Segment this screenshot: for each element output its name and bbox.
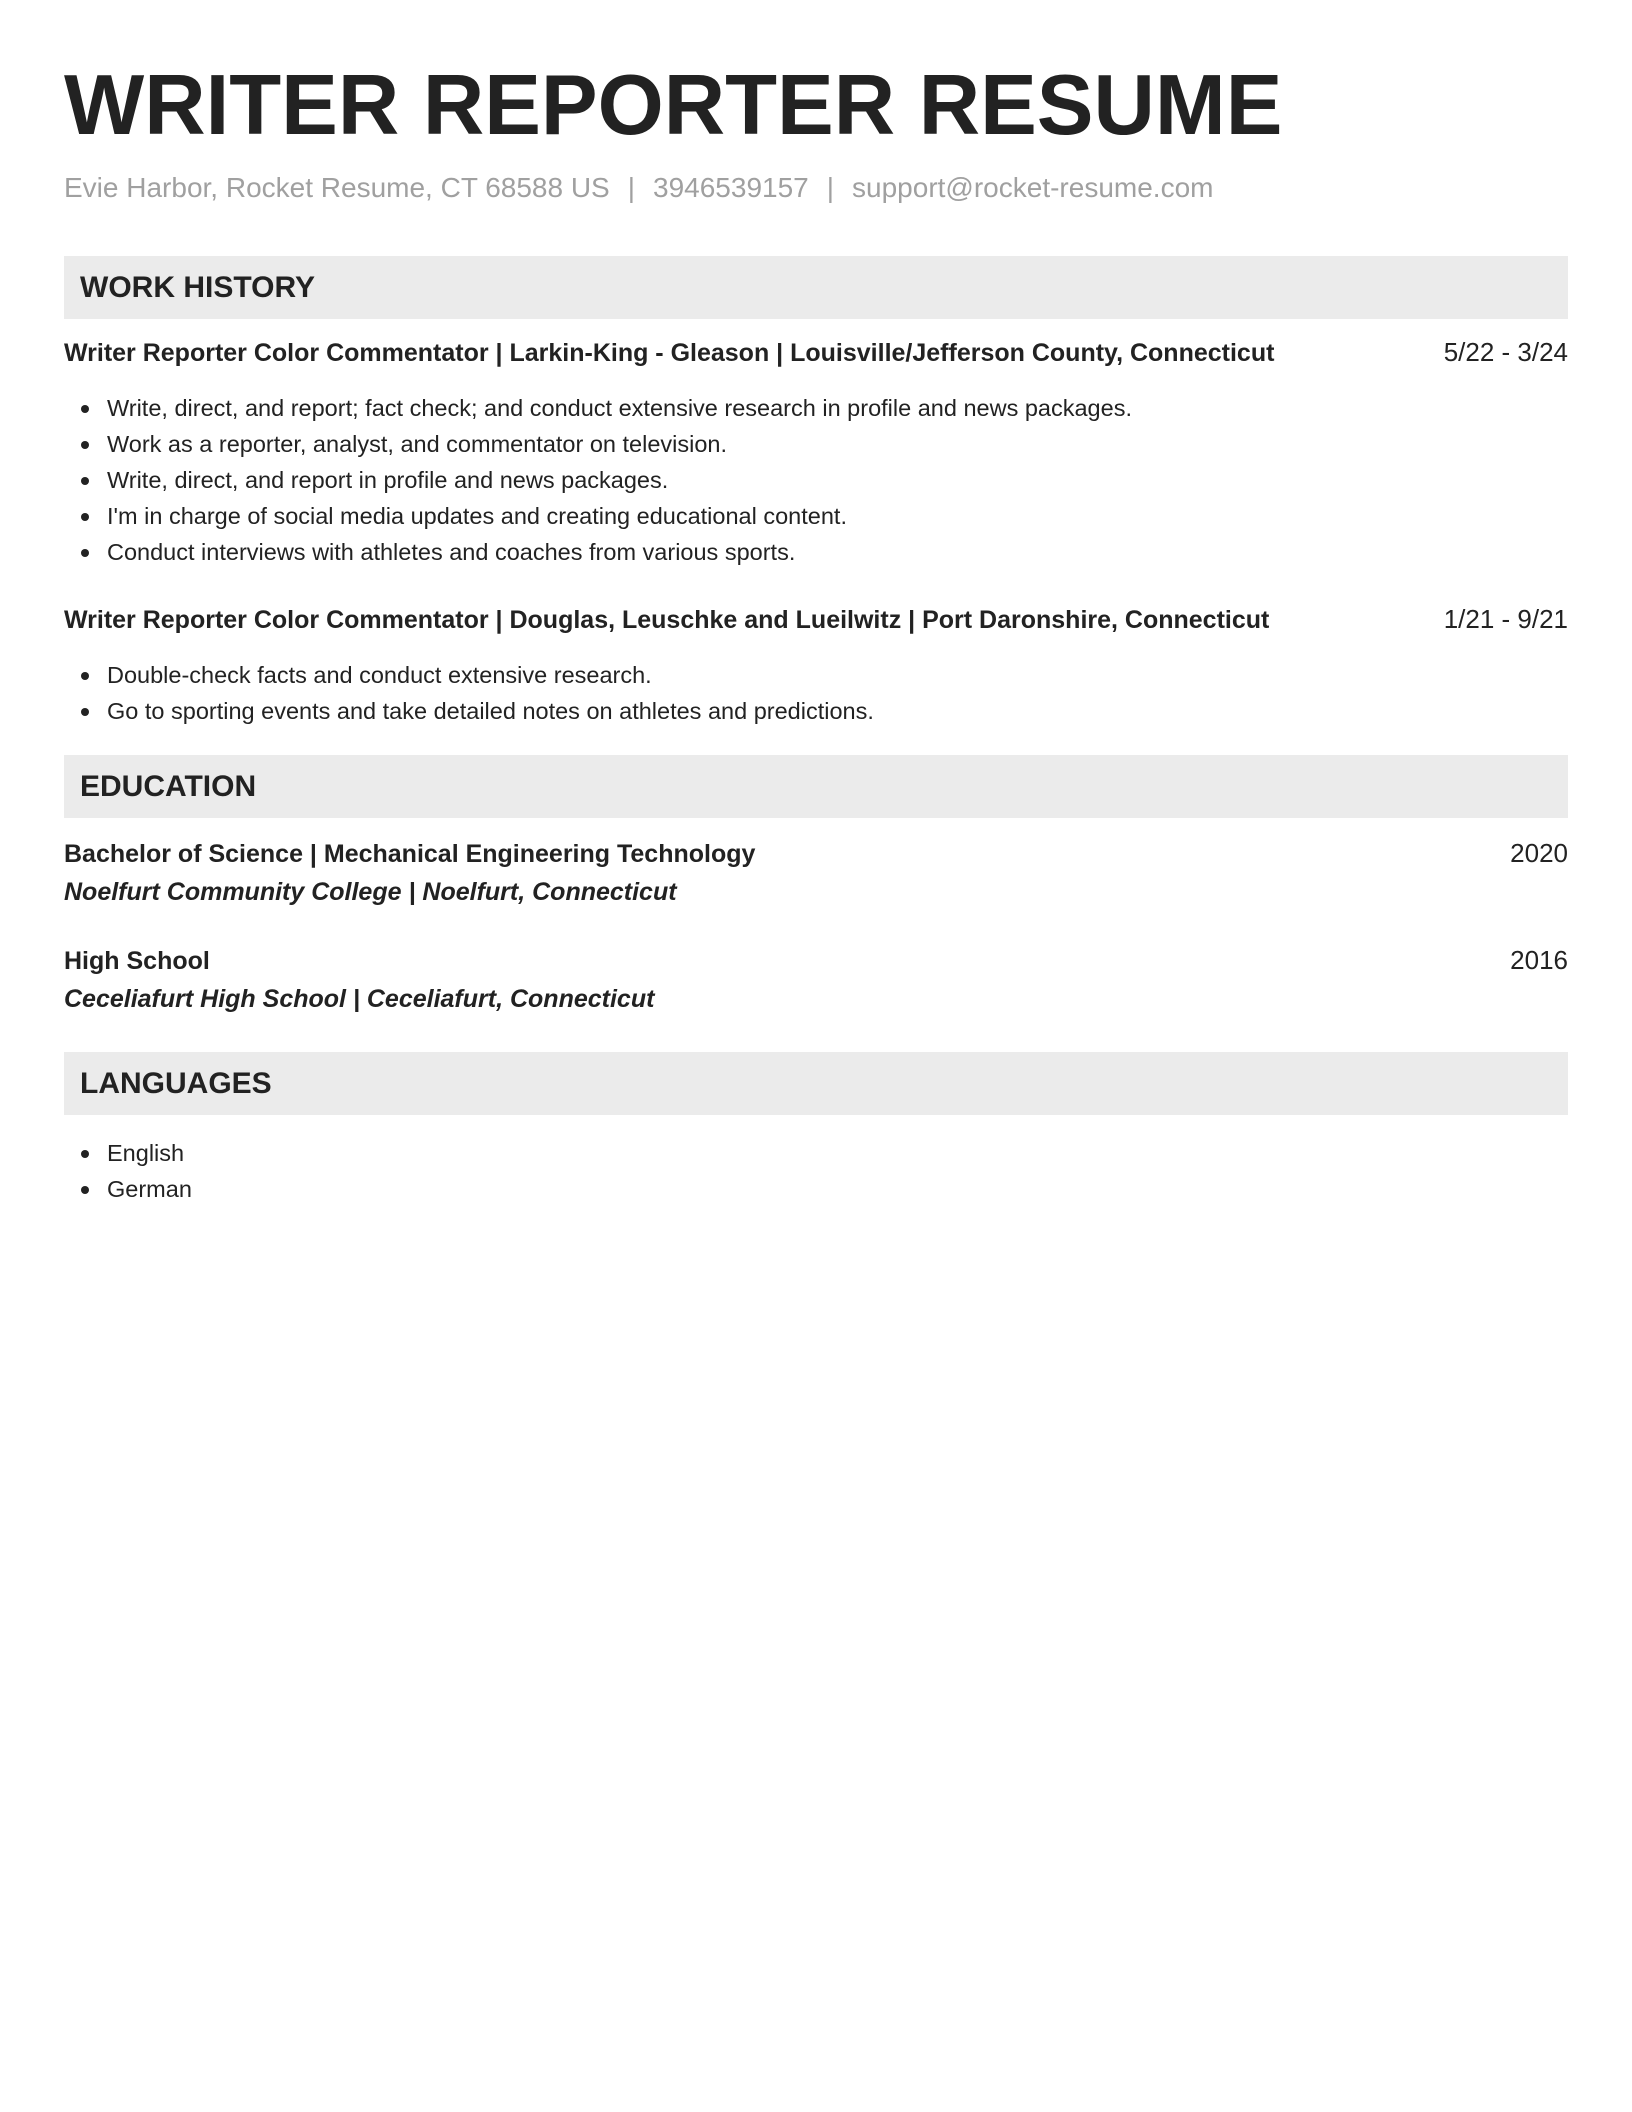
job-title: Writer Reporter Color Commentator | Larkin-King - Gleason | Louisville/Jefferson County, Connecticut [64,339,1275,367]
work-history-section [64,256,1568,729]
section-heading-work-history: WORK HISTORY [64,256,1568,319]
contact-separator: | [627,172,636,203]
job-bullet: Work as a reporter, analyst, and commentator on television. [107,426,1568,462]
language-list [64,1135,1568,1207]
section-heading-languages: LANGUAGES [64,1052,1568,1115]
job-bullet: Write, direct, and report; fact check; and conduct extensive research in profile and news packages. [107,390,1568,426]
education-school: Ceceliafurt High School | Ceceliafurt, Connecticut [64,985,655,1013]
education-school: Noelfurt Community College | Noelfurt, Connecticut [64,878,677,906]
job-title: Writer Reporter Color Commentator | Douglas, Leuschke and Lueilwitz | Port Daronshire, Connecticut [64,606,1270,634]
education-header [64,943,1568,978]
education-year: 2016 [1510,945,1568,975]
contact-separator: | [826,172,835,203]
job-bullet: Conduct interviews with athletes and coaches from various sports. [107,534,1568,570]
education-section [64,755,1568,1016]
education-header [64,836,1568,871]
language-item: German [107,1171,1568,1207]
job-bullet: Double-check facts and conduct extensive research. [107,657,1568,693]
job-header [64,335,1568,370]
job-bullet: I'm in charge of social media updates and creating educational content. [107,498,1568,534]
education-entry [64,943,1568,1016]
languages-section [64,1052,1568,1207]
job-bullets [64,390,1568,570]
education-degree: High School [64,947,210,975]
job-entry [64,602,1568,729]
contact-email: support@rocket-resume.com [852,172,1214,203]
contact-phone: 3946539157 [653,172,809,203]
contact-line [64,170,1568,206]
job-dates: 5/22 - 3/24 [1443,337,1568,367]
language-item: English [107,1135,1568,1171]
education-entry [64,836,1568,909]
job-dates: 1/21 - 9/21 [1443,604,1568,634]
job-entry [64,335,1568,570]
job-header [64,602,1568,637]
section-heading-education: EDUCATION [64,755,1568,818]
contact-address: Evie Harbor, Rocket Resume, CT 68588 US [64,172,610,203]
job-bullets [64,657,1568,729]
job-bullet: Go to sporting events and take detailed notes on athletes and predictions. [107,693,1568,729]
resume-title: WRITER REPORTER RESUME [64,58,1283,153]
job-bullet: Write, direct, and report in profile and news packages. [107,462,1568,498]
education-degree: Bachelor of Science | Mechanical Engineering Technology [64,840,756,868]
education-year: 2020 [1510,838,1568,868]
